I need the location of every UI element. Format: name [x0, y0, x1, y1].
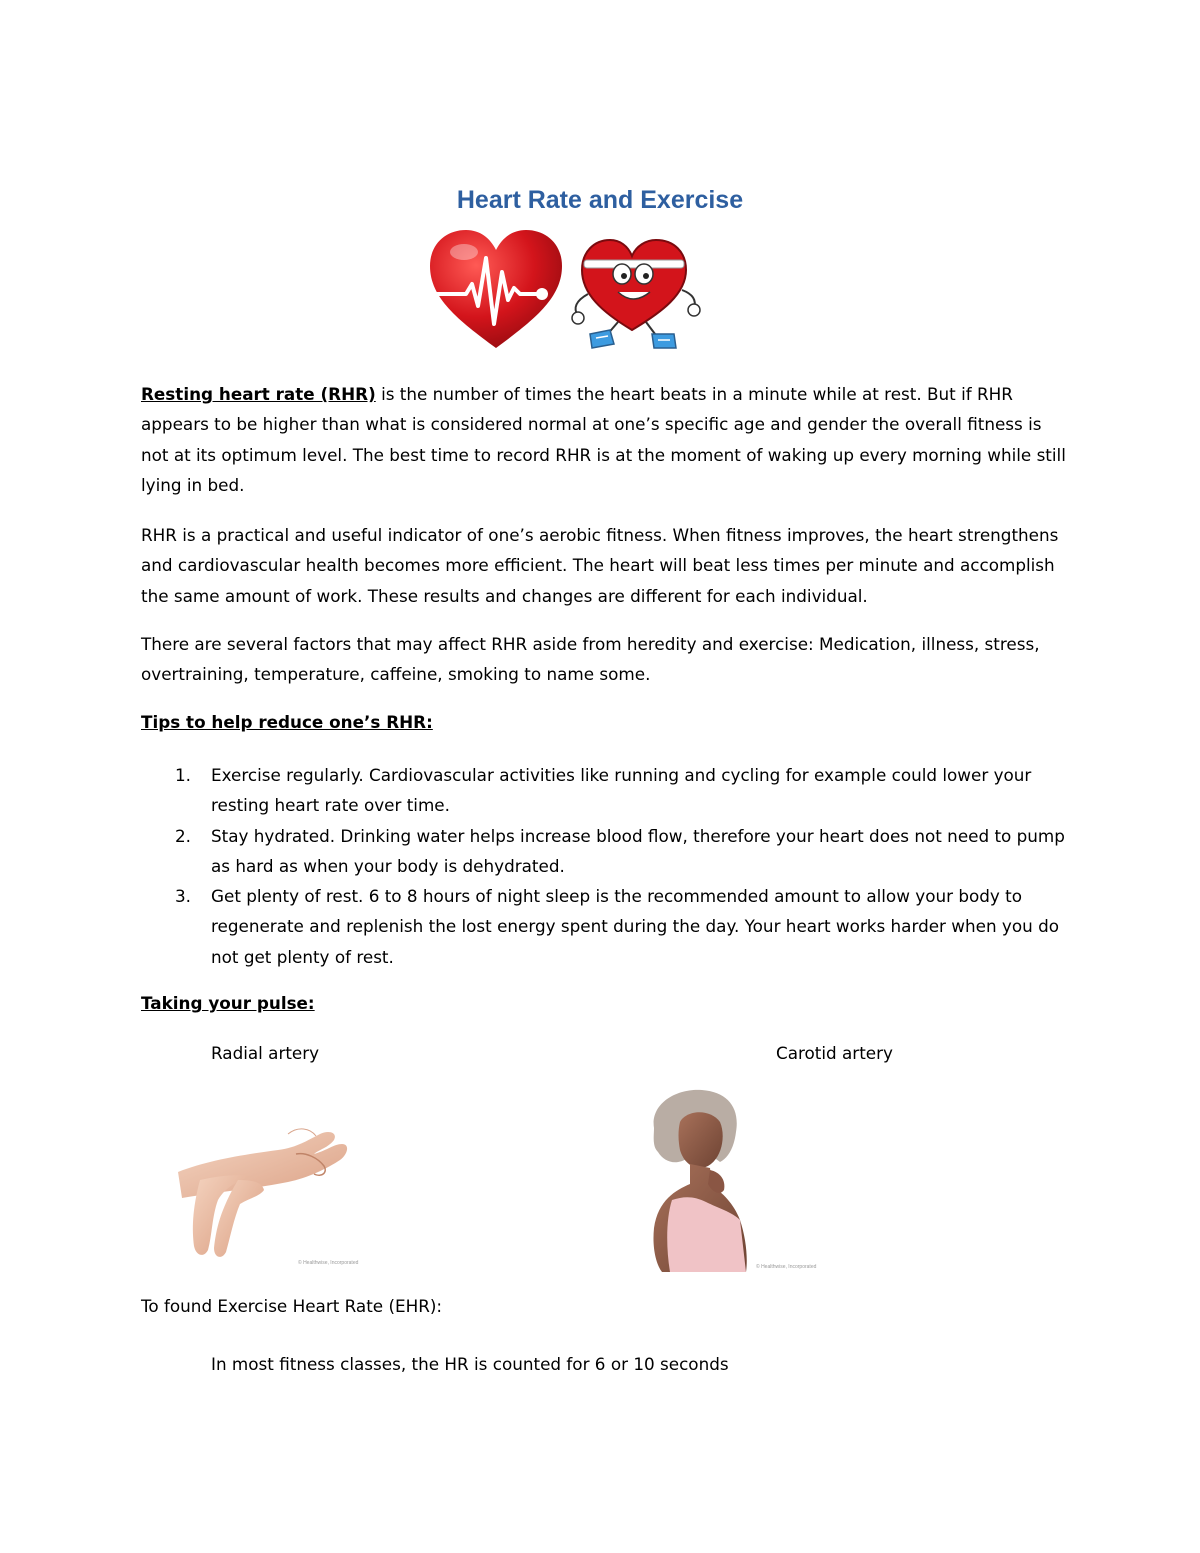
paragraph-rhr-factors: There are several factors that may affect RHR aside from heredity and exercise: Medication, illness, stress, overtraining, temperature, caffeine, smoking to name some.: [141, 634, 1040, 685]
list-item-text: Stay hydrated. Drinking water helps increase blood flow, therefore your heart does not need to pump as hard as when your body is dehydrated.: [211, 825, 1065, 876]
carotid-artery-label: Carotid artery: [776, 1043, 893, 1063]
list-item-number: 2.: [175, 825, 192, 846]
list-item-number: 3.: [175, 886, 192, 907]
list-item-text: Exercise regularly. Cardiovascular activities like running and cycling for example could lower your resting heart rate over time.: [211, 765, 1032, 816]
ehr-text: In most fitness classes, the HR is counted for 6 or 10 seconds: [211, 1354, 729, 1374]
list-item-number: 1.: [175, 765, 192, 785]
hero-illustrations: [0, 228, 1200, 358]
paragraph-rhr-indicator: RHR is a practical and useful indicator of one’s aerobic fitness. When fitness improves, the heart strengthens and cardiovascular health becomes more efficient. The heart will beat less times per minute and accomplish the same amount of work. These results and changes are different for each individual.: [141, 525, 1059, 606]
list-item: [141, 881, 1066, 972]
tips-heading: Tips to help reduce one’s RHR:: [141, 712, 433, 732]
carotid-pulse-illustration: [636, 1088, 842, 1274]
running-heart-mascot-icon: [566, 234, 706, 354]
paragraph-rhr-definition: [141, 379, 1066, 500]
tips-list: [141, 760, 1066, 972]
radial-pulse-illustration: [178, 1120, 390, 1270]
list-item-text: Get plenty of rest. 6 to 8 hours of night sleep is the recommended amount to allow your body to regenerate and replenish the lost energy spent during the day. Your heart works harder when you do not get plenty of rest.: [211, 886, 1060, 967]
pulse-heading: Taking your pulse:: [141, 993, 315, 1013]
svg-text:© Healthwise, Incorporated: © Healthwise, Incorporated: [756, 1264, 817, 1270]
ehr-heading: To found Exercise Heart Rate (EHR):: [141, 1296, 443, 1316]
svg-text:© Healthwise, Incorporated: © Healthwise, Incorporated: [298, 1260, 359, 1266]
page-title: Heart Rate and Exercise: [456, 186, 744, 214]
heart-pulse-icon: [428, 228, 564, 352]
rhr-term: Resting heart rate (RHR): [141, 384, 376, 404]
radial-artery-label: Radial artery: [211, 1043, 320, 1063]
list-item: [141, 821, 1066, 882]
list-item: [141, 760, 1066, 821]
rhr-definition-text: is the number of times the heart beats in a minute while at rest. But if RHR appears to be higher than what is considered normal at one’s specific age and gender the overall fitness is not at its optimum level. The best time to record RHR is at the moment of waking up every morning while still lying in bed.: [141, 384, 1066, 495]
